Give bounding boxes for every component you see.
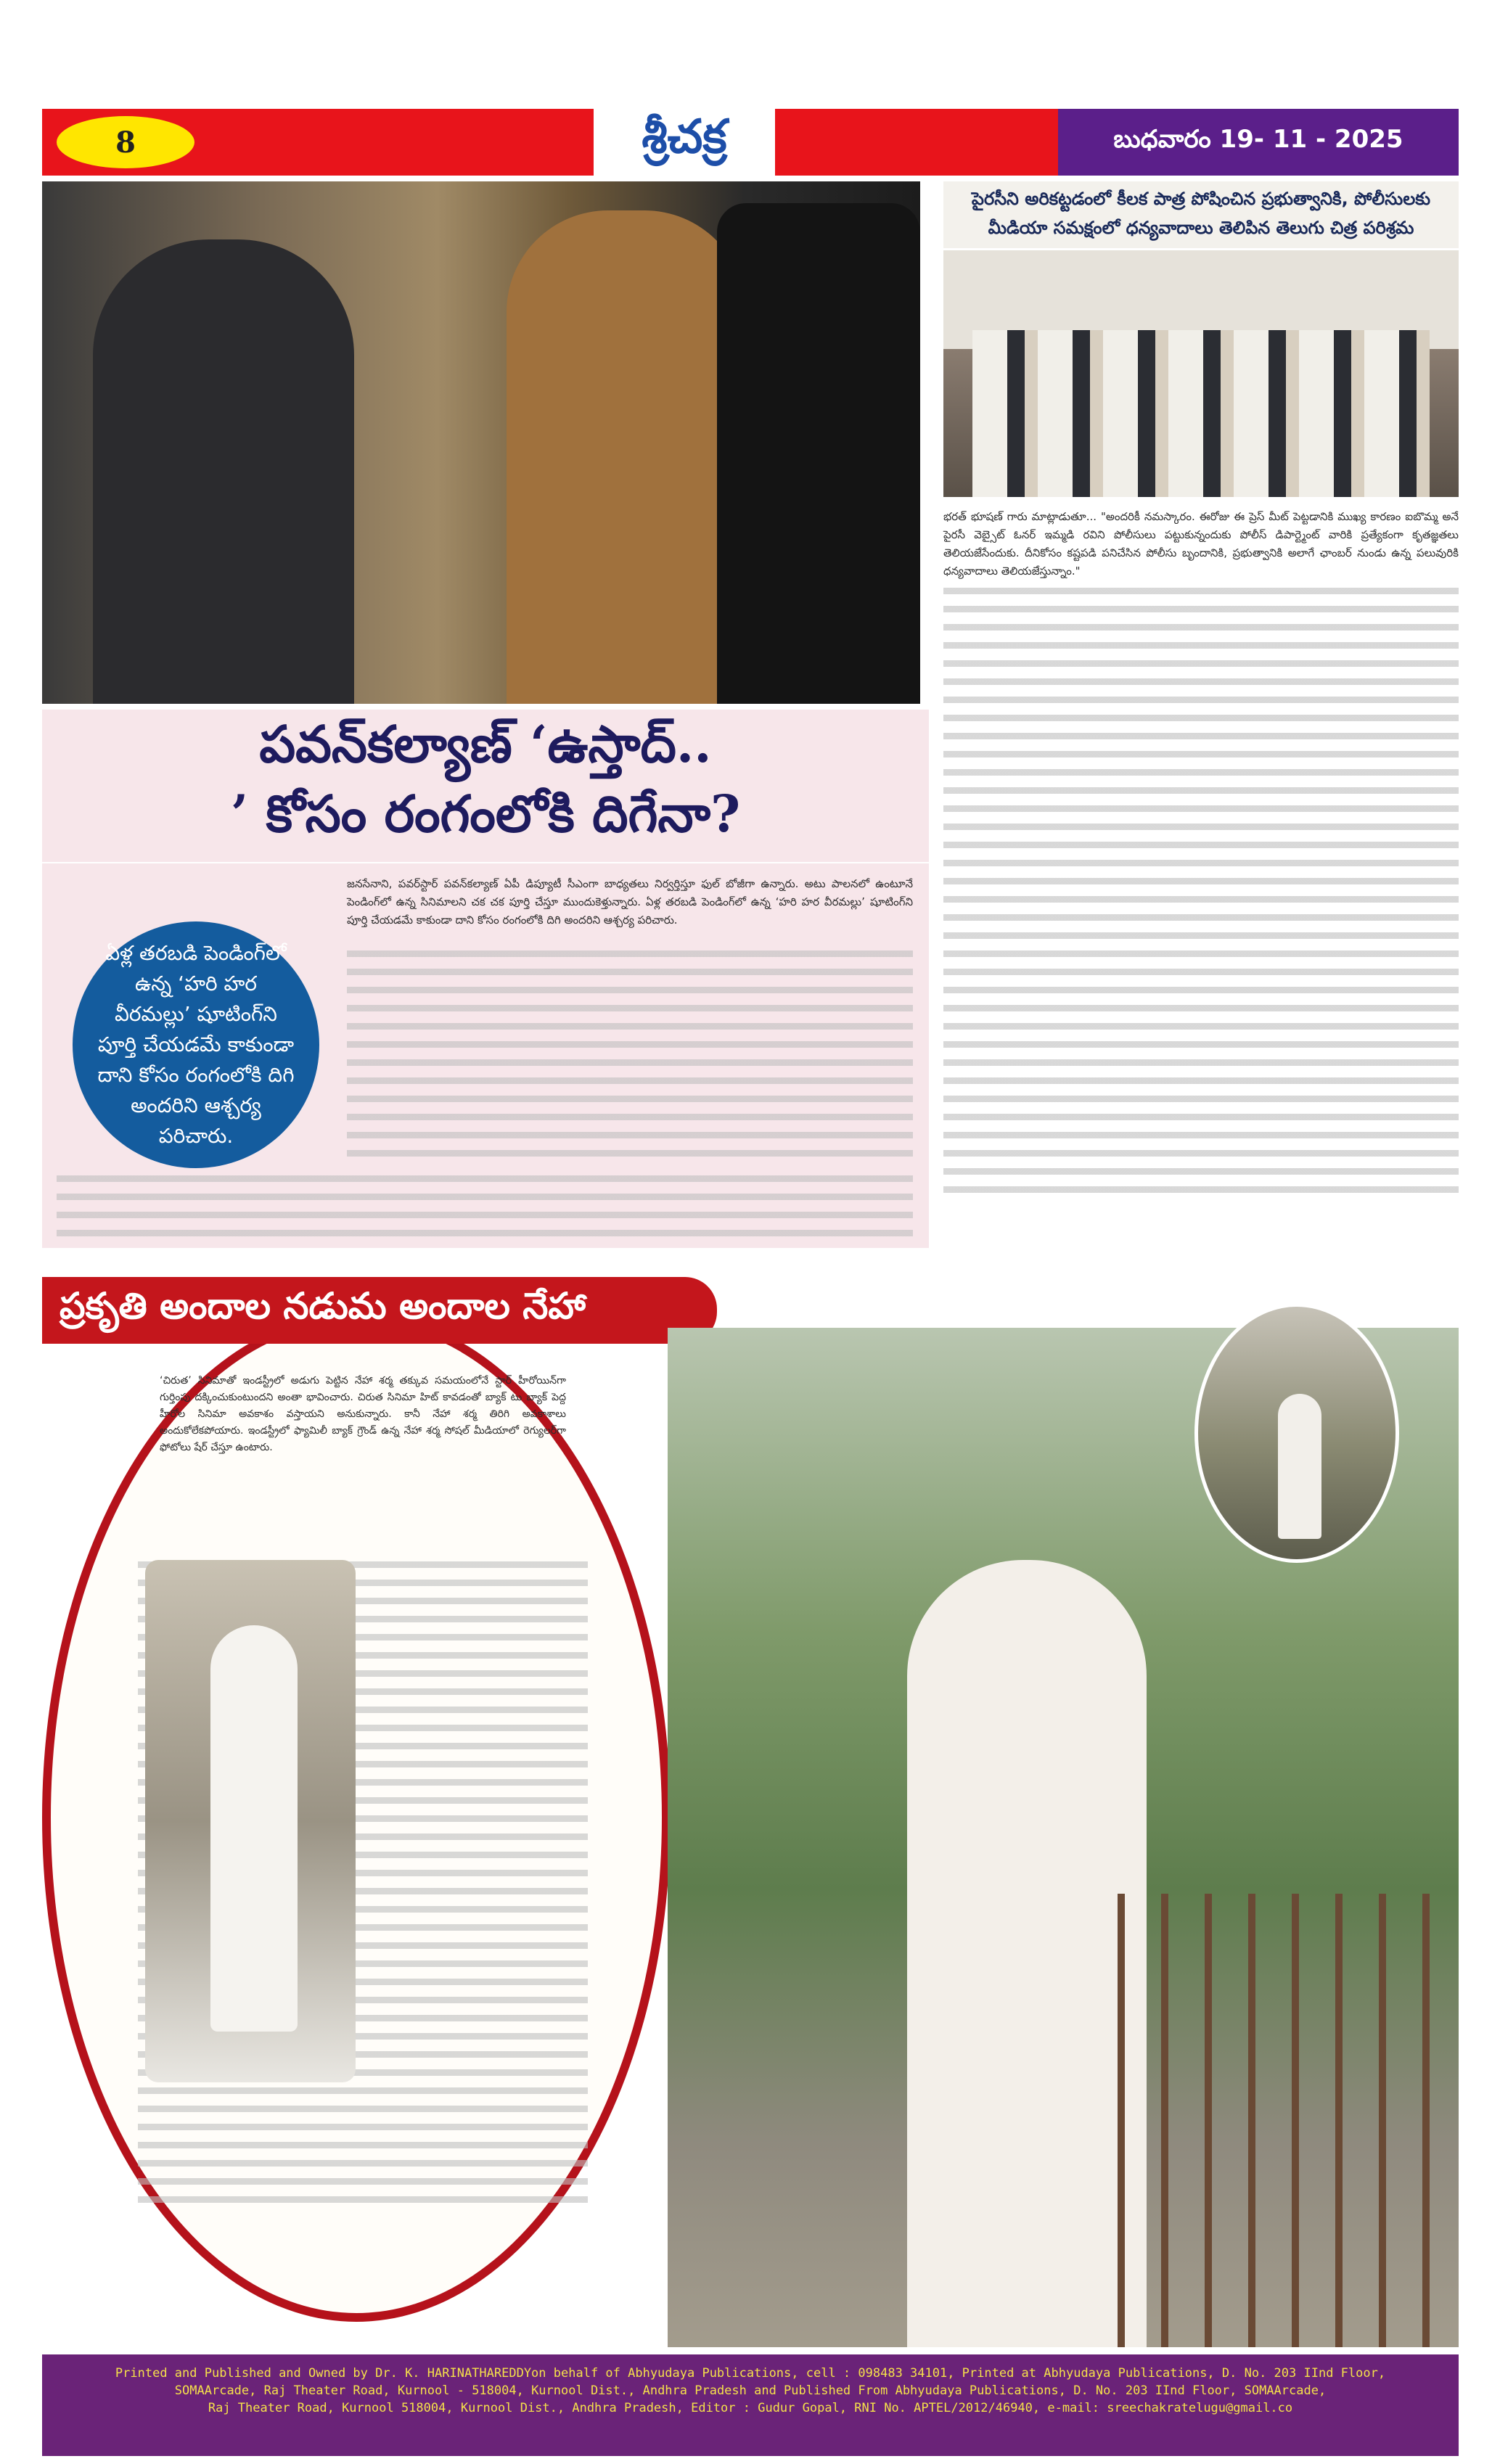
main-article-text-block-bottom	[57, 1175, 913, 1241]
newspaper-logo: శ్రీచక్ర	[642, 110, 727, 164]
person-silhouette-left	[93, 239, 354, 704]
auto-rickshaw-shape	[717, 203, 920, 704]
side-article-headline	[943, 181, 1459, 248]
neha-article-paragraph: ‘చిరుత’ సినిమాతో ఇండస్ట్రీలో అడుగు పెట్టిన నేహా శర్మ తక్కువ సమయంలోనే స్టార్ హీరోయిన్‌గా గుర్తింపు దక్కించుకుంటుందని అంతా భావించారు. చిరుత సినిమా హిట్ కావడంతో బ్యాక్ టు బ్యాక్ పెద్ద హీరోల సినిమా అవకాశం వస్తాయని అనుకున్నారు. కానీ నేహా శర్మ తిరిగి అవకాశాలు అందుకోలేకపోయారు. ఇండస్ట్రీలో ఫ్యామిలీ బ్యాక్ గ్రౌండ్ ఉన్న నేహా శర్మ సోషల్ మీడియాలో రెగ్యులర్‌గా ఫోటోలు షేర్ చేస్తూ ఉంటారు.	[160, 1375, 566, 1453]
masthead-red-bar-right	[775, 109, 1058, 176]
main-article-paragraph: జనసేనాని, పవర్‌స్టార్ పవన్‌కల్యాణ్ ఏపీ డిప్యూటీ సీఎంగా బాధ్యతలు నిర్వర్తిస్తూ ఫుల్ బోజీగా ఉన్నారు. అటు పాలనలో ఉంటూనే పెండింగ్‌లో ఉన్న సినిమాలని చక చక పూర్తి చేస్తూ ముందుకెళ్తున్నారు. ఏళ్ల తరబడి పెండింగ్‌లో ఉన్న ‘హరి హర వీరమల్లు’ షూటింగ్‌ని పూర్తి చేయడమే కాకుండా దాని కోసం రంగంలోకి దిగి అందరిని ఆశ్చర్య పరిచారు.	[347, 877, 913, 927]
page-number: 8	[57, 116, 194, 168]
article-oval-frame	[42, 1313, 671, 2322]
section-banner: ప్రకృతి అందాల నడుమ అందాల నేహా	[42, 1277, 717, 1344]
side-article-body	[943, 508, 1459, 1248]
issue-date: బుధవారం 19- 11 - 2025	[1058, 109, 1459, 176]
imprint-footer	[42, 2354, 1459, 2456]
model-photo-inset-oval	[1194, 1303, 1399, 1563]
person-silhouette-police	[507, 210, 746, 704]
side-article-paragraph: భరత్ భూషణ్ గారు మాట్లాడుతూ... "అందరికీ నమస్కారం. ఈరోజు ఈ ప్రెస్ మీట్ పెట్టడానికి ముఖ్య కారణం ఐబొమ్మ అనే పైరసీ వెబ్సైట్ ఓనర్ ఇమ్మడి రవిని పోలీసులు పట్టుకున్నందుకు పోలీస్ డిపార్ట్మెంట్ వారికి ప్రత్యేకంగా కృతజ్ఞతలు తెలియజేసేందుకు. దీనికోసం కష్టపడి పనిచేసిన పోలీసు బృందానికి, ప్రభుత్వానికి అలాగే ఛాంబర్ నుండు ఉన్న పలువురికి ధన్యవాదాలు తెలియజేస్తున్నాం."	[943, 510, 1459, 578]
model-figure-shape	[210, 1625, 298, 2032]
main-headline	[42, 710, 929, 862]
side-headline-line-1: పైరసీని అరికట్టడంలో కీలక పాత్ర పోషించిన ప్రభుత్వానికి, పోలీసులకు	[971, 189, 1431, 209]
footer-line-2: SOMAArcade, Raj Theater Road, Kurnool - 518004, Kurnool Dist., Andhra Pradesh and Published From Abhyudaya Publications, D. No. 203 IInd Floor, SOMAArcade,	[174, 2383, 1327, 2398]
main-headline-line-2: ’ కోసం రంగంలోకి దిగేనా?	[230, 784, 741, 844]
inset-figure-shape	[1278, 1394, 1321, 1539]
side-article-text-block	[943, 588, 1459, 1197]
footer-line-1: Printed and Published and Owned by Dr. K. HARINATHAREDDYon behalf of Abhyudaya Publications, cell : 098483 34101, Printed at Abhyudaya Publications, D. No. 203 IInd Floor,	[115, 2366, 1386, 2381]
main-headline-line-1: పవన్‌కల్యాణ్ ‘ఉస్తాద్..	[259, 714, 712, 774]
footer-line-3: Raj Theater Road, Kurnool 518004, Kurnool Dist., Andhra Pradesh, Editor : Gudur Gopal, RNI No. APTEL/2012/46940, e-mail: sreechakratelugu@gmail.co	[208, 2401, 1293, 2415]
side-headline-line-2: మీడియా సమక్షంలో ధన్యవాదాలు తెలిపిన తెలుగు చిత్ర పరిశ్రమ	[988, 218, 1414, 238]
masthead	[42, 109, 1459, 176]
people-row-shape	[972, 330, 1430, 497]
railing-shape	[1118, 1894, 1459, 2347]
model-figure-large	[907, 1560, 1147, 2347]
pull-quote-callout: ఏళ్ల తరబడి పెండింగ్‌లో ఉన్న ‘హరి హర వీరమల్లు’ షూటింగ్‌ని పూర్తి చేయడమే కాకుండా దాని కోసం రంగంలోకి దిగి అందరిని ఆశ్చర్య పరిచారు.	[73, 921, 319, 1168]
model-photo-small	[145, 1560, 356, 2082]
main-article-text-block	[347, 950, 913, 1168]
film-still-photo	[42, 181, 920, 704]
group-press-photo	[943, 250, 1459, 497]
